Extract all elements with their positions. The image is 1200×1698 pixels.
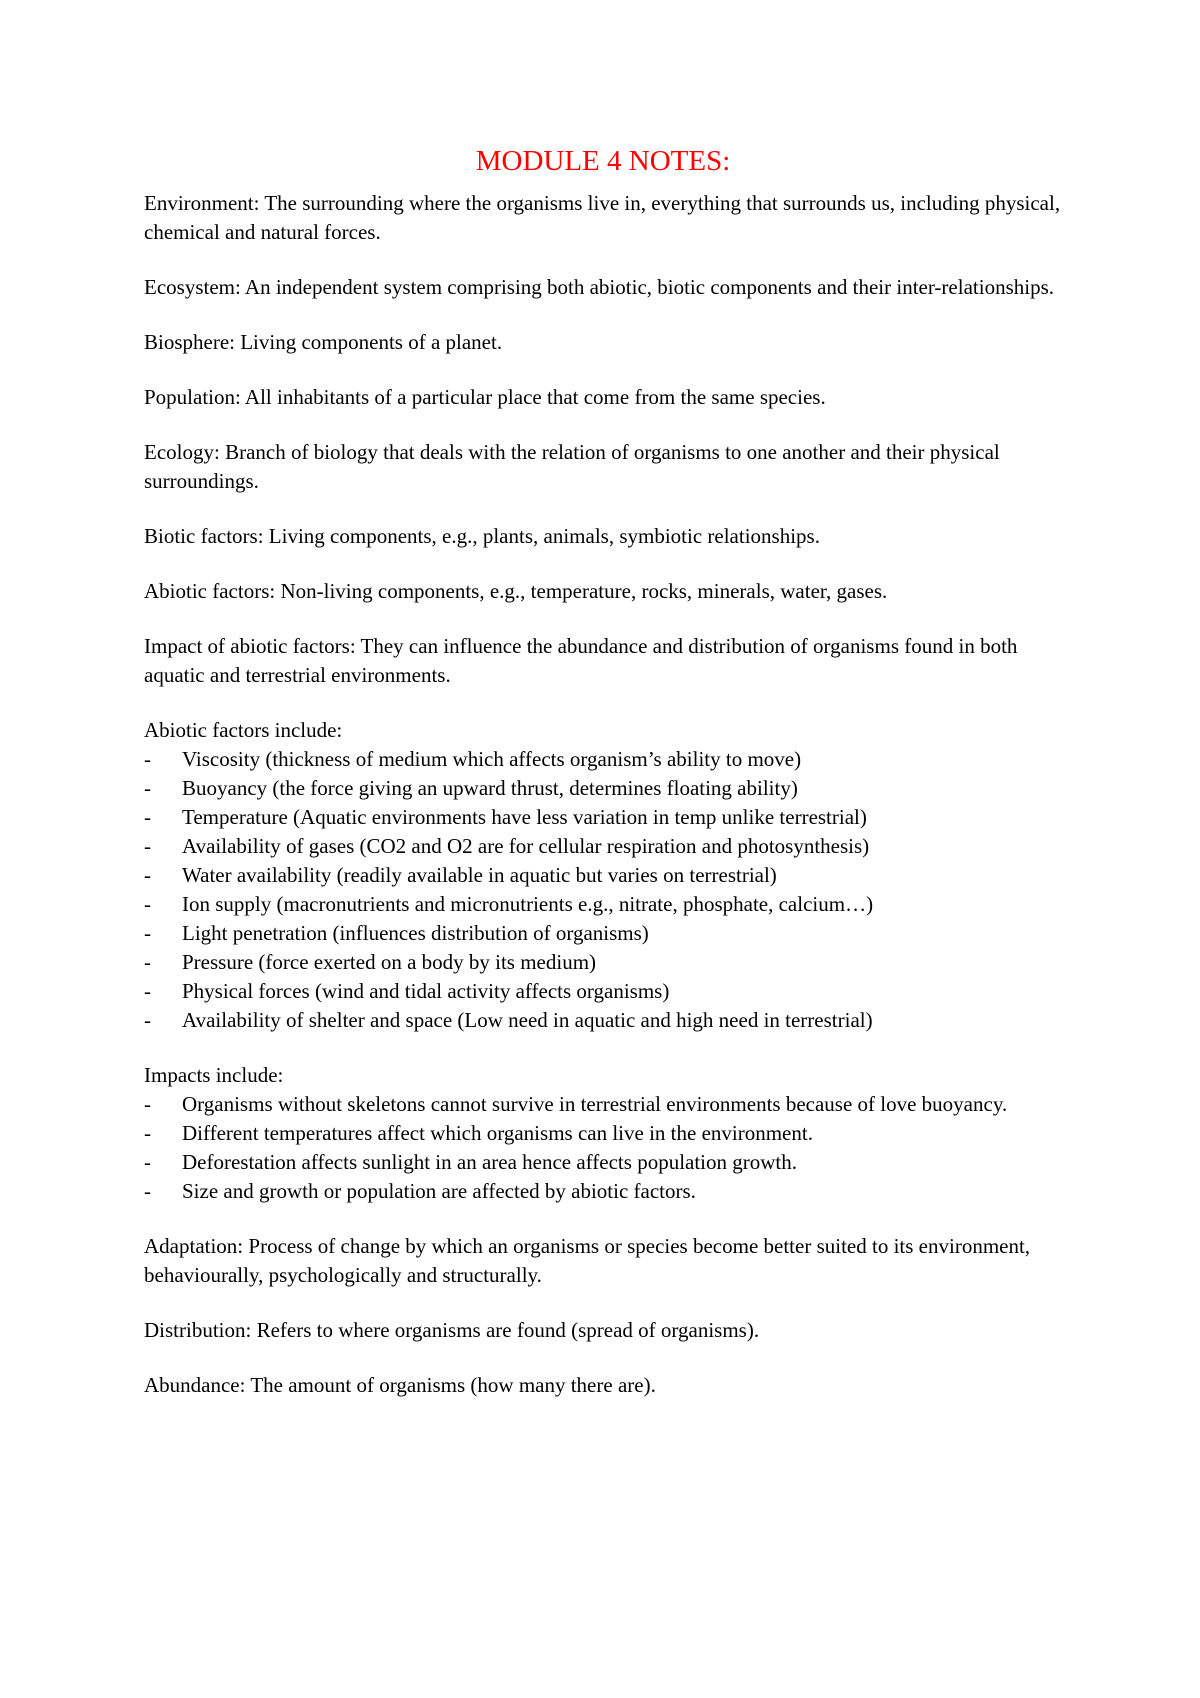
paragraph-impact-of-abiotic-factors: Impact of abiotic factors: They can influence the abundance and distribution of organisms found in both aquatic and terrestrial environments. — [144, 634, 1018, 687]
impacts-section — [144, 1061, 1064, 1206]
paragraph-abiotic-factors: Abiotic factors: Non-living components, e.g., temperature, rocks, minerals, water, gases. — [144, 579, 888, 603]
bullet-dash: - — [144, 921, 151, 945]
list-item-text: Ion supply (macronutrients and micronutrients e.g., nitrate, phosphate, calcium…) — [182, 892, 874, 916]
list-item-text: Temperature (Aquatic environments have less variation in temp unlike terrestrial) — [182, 805, 867, 829]
bullet-dash: - — [144, 950, 151, 974]
list-item-text: Light penetration (influences distribution of organisms) — [182, 921, 649, 945]
paragraph-biotic-factors: Biotic factors: Living components, e.g., plants, animals, symbiotic relationships. — [144, 524, 820, 548]
list-item — [144, 1177, 1064, 1206]
abiotic-factors-section — [144, 716, 1064, 1035]
bullet-dash: - — [144, 1092, 151, 1116]
abiotic-factors-list — [144, 745, 1064, 1035]
list-item-text: Pressure (force exerted on a body by its medium) — [182, 950, 597, 974]
list-item — [144, 832, 1064, 861]
paragraph-abundance: Abundance: The amount of organisms (how many there are). — [144, 1373, 656, 1397]
impacts-heading: Impacts include: — [144, 1063, 284, 1087]
bullet-dash: - — [144, 979, 151, 1003]
list-item-text: Different temperatures affect which organisms can live in the environment. — [182, 1121, 813, 1145]
impacts-list — [144, 1090, 1064, 1206]
list-item — [144, 1148, 1064, 1177]
paragraph-biosphere: Biosphere: Living components of a planet. — [144, 330, 503, 354]
list-item-text: Deforestation affects sunlight in an area hence affects population growth. — [182, 1150, 798, 1174]
paragraph-environment: Environment: The surrounding where the organisms live in, everything that surrounds us, including physical, chemical and natural forces. — [144, 191, 1061, 244]
list-item — [144, 1006, 1064, 1035]
list-item-text: Availability of shelter and space (Low need in aquatic and high need in terrestrial) — [182, 1008, 873, 1032]
page-title: MODULE 4 NOTES: — [475, 145, 731, 177]
list-item — [144, 948, 1064, 977]
bullet-dash: - — [144, 1179, 151, 1203]
list-item-text: Organisms without skeletons cannot survive in terrestrial environments because of love buoyancy. — [182, 1092, 1008, 1116]
list-item-text: Viscosity (thickness of medium which affects organism’s ability to move) — [182, 747, 802, 771]
abiotic-factors-heading: Abiotic factors include: — [144, 718, 343, 742]
list-item — [144, 1119, 1064, 1148]
list-item — [144, 890, 1064, 919]
bullet-dash: - — [144, 1008, 151, 1032]
list-item — [144, 1090, 1064, 1119]
list-item-text: Physical forces (wind and tidal activity affects organisms) — [182, 979, 670, 1003]
bullet-dash: - — [144, 776, 151, 800]
paragraph-ecosystem: Ecosystem: An independent system comprising both abiotic, biotic components and their inter-relationships. — [144, 275, 1054, 299]
list-item — [144, 977, 1064, 1006]
bullet-dash: - — [144, 892, 151, 916]
list-item — [144, 774, 1064, 803]
list-item — [144, 803, 1064, 832]
document-content — [144, 0, 1064, 1400]
list-item-text: Availability of gases (CO2 and O2 are for cellular respiration and photosynthesis) — [182, 834, 870, 858]
list-item-text: Buoyancy (the force giving an upward thrust, determines floating ability) — [182, 776, 798, 800]
list-item — [144, 745, 1064, 774]
list-item-text: Water availability (readily available in aquatic but varies on terrestrial) — [182, 863, 777, 887]
list-item-text: Size and growth or population are affected by abiotic factors. — [182, 1179, 696, 1203]
bullet-dash: - — [144, 834, 151, 858]
list-item — [144, 919, 1064, 948]
bullet-dash: - — [144, 805, 151, 829]
bullet-dash: - — [144, 863, 151, 887]
bullet-dash: - — [144, 1150, 151, 1174]
paragraph-ecology: Ecology: Branch of biology that deals with the relation of organisms to one another and their physical surroundings. — [144, 440, 1000, 493]
bullet-dash: - — [144, 747, 151, 771]
paragraph-distribution: Distribution: Refers to where organisms are found (spread of organisms). — [144, 1318, 760, 1342]
paragraph-population: Population: All inhabitants of a particular place that come from the same species. — [144, 385, 826, 409]
bullet-dash: - — [144, 1121, 151, 1145]
list-item — [144, 861, 1064, 890]
paragraph-adaptation: Adaptation: Process of change by which an organisms or species become better suited to its environment, behaviourally, psychologically and structurally. — [144, 1234, 1031, 1287]
